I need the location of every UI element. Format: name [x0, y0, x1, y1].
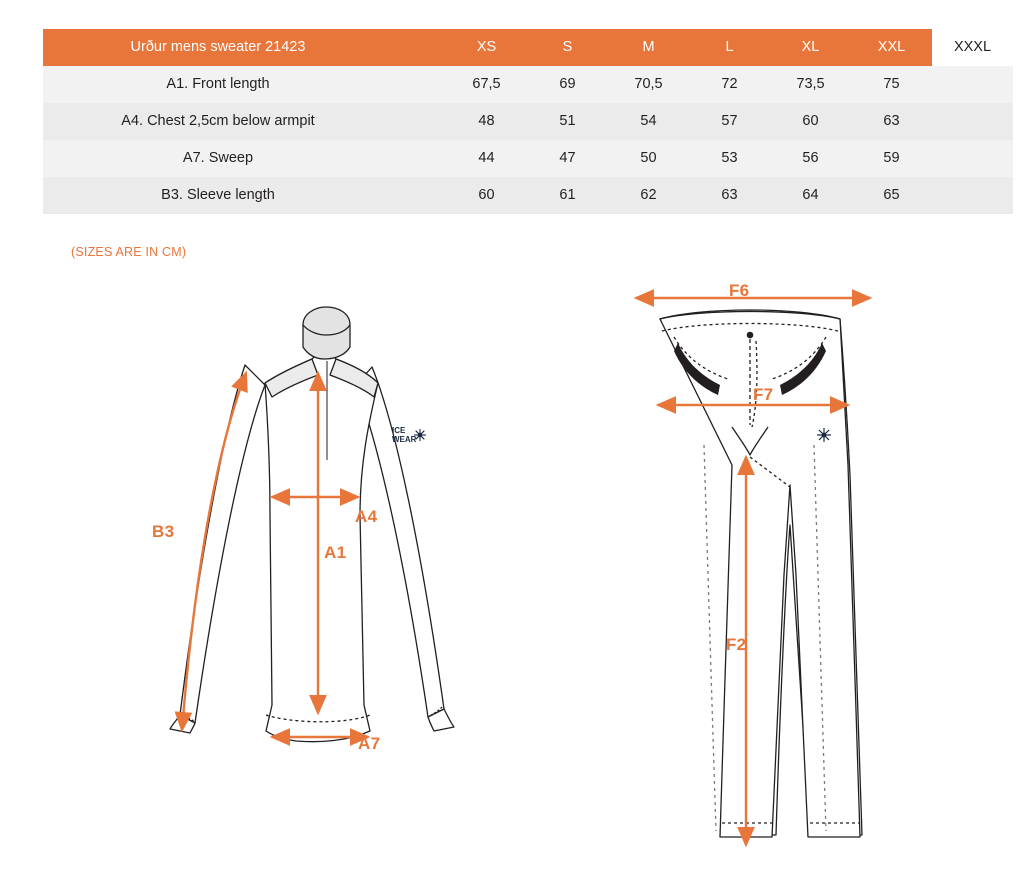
cell-a1-s: 69 — [527, 66, 608, 103]
row-blank-b3 — [365, 177, 446, 214]
sweater-body-outline — [170, 307, 454, 742]
sweater-figure — [120, 285, 560, 875]
row-blank-a7 — [365, 140, 446, 177]
table-row — [43, 66, 1013, 103]
svg-text:WEAR: WEAR — [392, 435, 417, 444]
svg-text:ICE: ICE — [392, 426, 406, 435]
cell-a1-m: 70,5 — [608, 66, 689, 103]
table-row — [43, 177, 1013, 214]
cell-b3-m: 62 — [608, 177, 689, 214]
label-f7: F7 — [753, 385, 774, 404]
cell-a4-xxxl — [932, 103, 1013, 140]
row-label-a7: A7. Sweep — [43, 140, 365, 177]
label-f6: F6 — [729, 281, 750, 300]
cell-a7-s: 47 — [527, 140, 608, 177]
label-a4: A4 — [355, 507, 378, 526]
label-a1: A1 — [324, 543, 347, 562]
size-chart-table-wrapper — [43, 29, 1009, 214]
label-f2: F2 — [726, 635, 747, 654]
cell-a4-m: 54 — [608, 103, 689, 140]
table-header-size-m: M — [608, 29, 689, 66]
units-note: (SIZES ARE IN CM) — [71, 245, 187, 259]
cell-a4-xxl: 63 — [851, 103, 932, 140]
cell-a7-xs: 44 — [446, 140, 527, 177]
brand-logo — [817, 428, 831, 442]
cell-a1-l: 72 — [689, 66, 770, 103]
pants-figure — [600, 275, 930, 875]
cell-a1-xxxl — [932, 66, 1013, 103]
table-row — [43, 140, 1013, 177]
table-header-row — [43, 29, 1013, 66]
label-b3: B3 — [152, 522, 175, 541]
row-label-b3: B3. Sleeve length — [43, 177, 365, 214]
cell-a4-xl: 60 — [770, 103, 851, 140]
cell-b3-xs: 60 — [446, 177, 527, 214]
cell-b3-xl: 64 — [770, 177, 851, 214]
label-a7: A7 — [358, 734, 381, 753]
table-header-size-xs: XS — [446, 29, 527, 66]
cell-a7-xxxl — [932, 140, 1013, 177]
cell-a7-m: 50 — [608, 140, 689, 177]
table-row — [43, 103, 1013, 140]
cell-a7-xxl: 59 — [851, 140, 932, 177]
row-blank-a1 — [365, 66, 446, 103]
pants-technical-drawing-svg — [600, 275, 930, 875]
cell-a7-l: 53 — [689, 140, 770, 177]
table-header-blank — [365, 29, 446, 66]
table-header-size-xxl: XXL — [851, 29, 932, 66]
cell-b3-xxxl — [932, 177, 1013, 214]
cell-a1-xl: 73,5 — [770, 66, 851, 103]
table-header-size-l: L — [689, 29, 770, 66]
cell-b3-xxl: 65 — [851, 177, 932, 214]
row-label-a4: A4. Chest 2,5cm below armpit — [43, 103, 365, 140]
table-header-size-xl: XL — [770, 29, 851, 66]
cell-b3-l: 63 — [689, 177, 770, 214]
cell-a4-s: 51 — [527, 103, 608, 140]
row-blank-a4 — [365, 103, 446, 140]
brand-logo — [392, 426, 426, 444]
cell-a4-xs: 48 — [446, 103, 527, 140]
cell-b3-s: 61 — [527, 177, 608, 214]
cell-a7-xl: 56 — [770, 140, 851, 177]
row-label-a1: A1. Front length — [43, 66, 365, 103]
cell-a1-xs: 67,5 — [446, 66, 527, 103]
table-header-size-xxxl: XXXL — [932, 29, 1013, 66]
table-header-size-s: S — [527, 29, 608, 66]
size-chart-table — [43, 29, 1013, 214]
sweater-technical-drawing-svg — [120, 285, 560, 875]
cell-a1-xxl: 75 — [851, 66, 932, 103]
cell-a4-l: 57 — [689, 103, 770, 140]
table-title-cell: Urður mens sweater 21423 — [43, 29, 365, 66]
